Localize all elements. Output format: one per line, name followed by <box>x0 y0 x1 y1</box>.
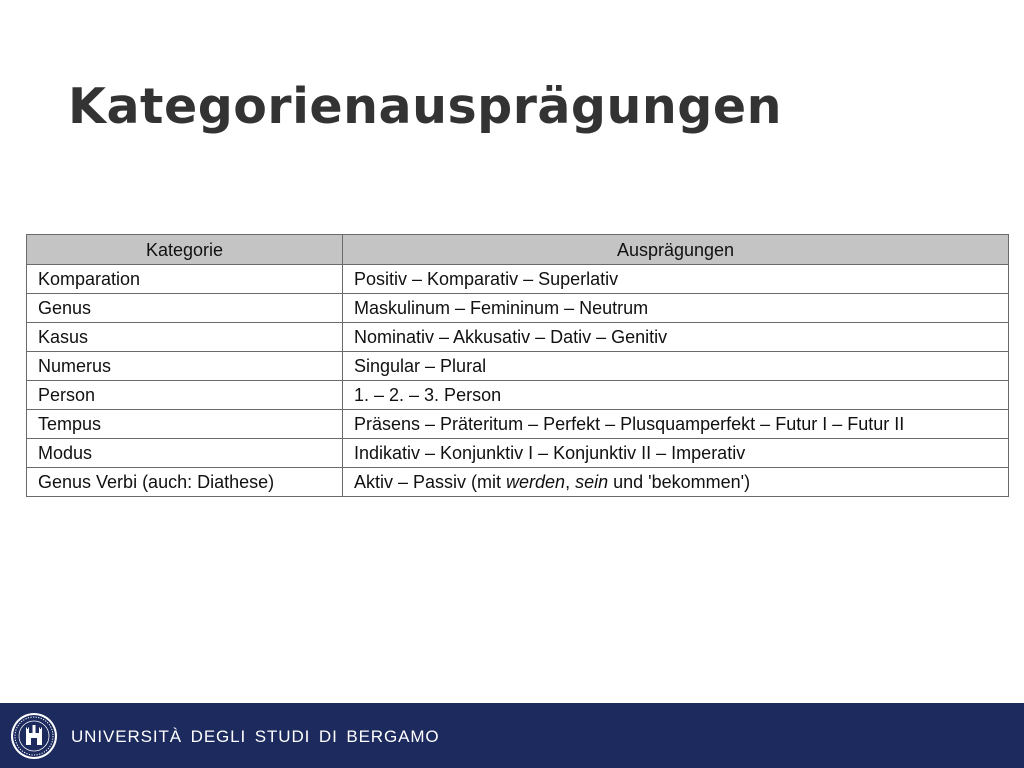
values-cell: Singular – Plural <box>343 352 1009 381</box>
table-row <box>27 352 1009 381</box>
category-cell: Tempus <box>27 410 343 439</box>
values-cell: Maskulinum – Femininum – Neutrum <box>343 294 1009 323</box>
university-name: UNIVERSITÀ DEGLI STUDI DI BERGAMO <box>71 727 440 746</box>
table-row <box>27 468 1009 497</box>
table-row <box>27 439 1009 468</box>
category-cell: Kasus <box>27 323 343 352</box>
values-cell <box>343 468 1009 497</box>
category-cell: Komparation <box>27 265 343 294</box>
column-header-kategorie: Kategorie <box>27 235 343 265</box>
values-text: , <box>565 472 576 492</box>
categories-table <box>26 234 1009 497</box>
category-cell: Genus <box>27 294 343 323</box>
table-row <box>27 294 1009 323</box>
table-row <box>27 410 1009 439</box>
column-header-auspraegungen: Ausprägungen <box>343 235 1009 265</box>
emphasis-sein: sein <box>575 472 609 492</box>
values-cell: 1. – 2. – 3. Person <box>343 381 1009 410</box>
values-cell: Nominativ – Akkusativ – Dativ – Genitiv <box>343 323 1009 352</box>
category-cell: Modus <box>27 439 343 468</box>
values-cell: Präsens – Präteritum – Perfekt – Plusquamperfekt – Futur I – Futur II <box>343 410 1009 439</box>
university-seal-icon <box>10 712 58 760</box>
category-cell: Person <box>27 381 343 410</box>
values-cell: Indikativ – Konjunktiv I – Konjunktiv II – Imperativ <box>343 439 1009 468</box>
values-text: Aktiv – Passiv (mit <box>354 472 507 492</box>
values-cell: Positiv – Komparativ – Superlativ <box>343 265 1009 294</box>
emphasis-werden: werden <box>506 472 566 492</box>
table-row <box>27 265 1009 294</box>
table-row <box>27 381 1009 410</box>
table-header-row <box>27 235 1009 265</box>
values-text: und 'bekommen') <box>608 472 751 492</box>
category-cell: Genus Verbi (auch: Diathese) <box>27 468 343 497</box>
category-cell: Numerus <box>27 352 343 381</box>
slide-title: Kategorienausprägungen <box>68 78 782 135</box>
table-row <box>27 323 1009 352</box>
